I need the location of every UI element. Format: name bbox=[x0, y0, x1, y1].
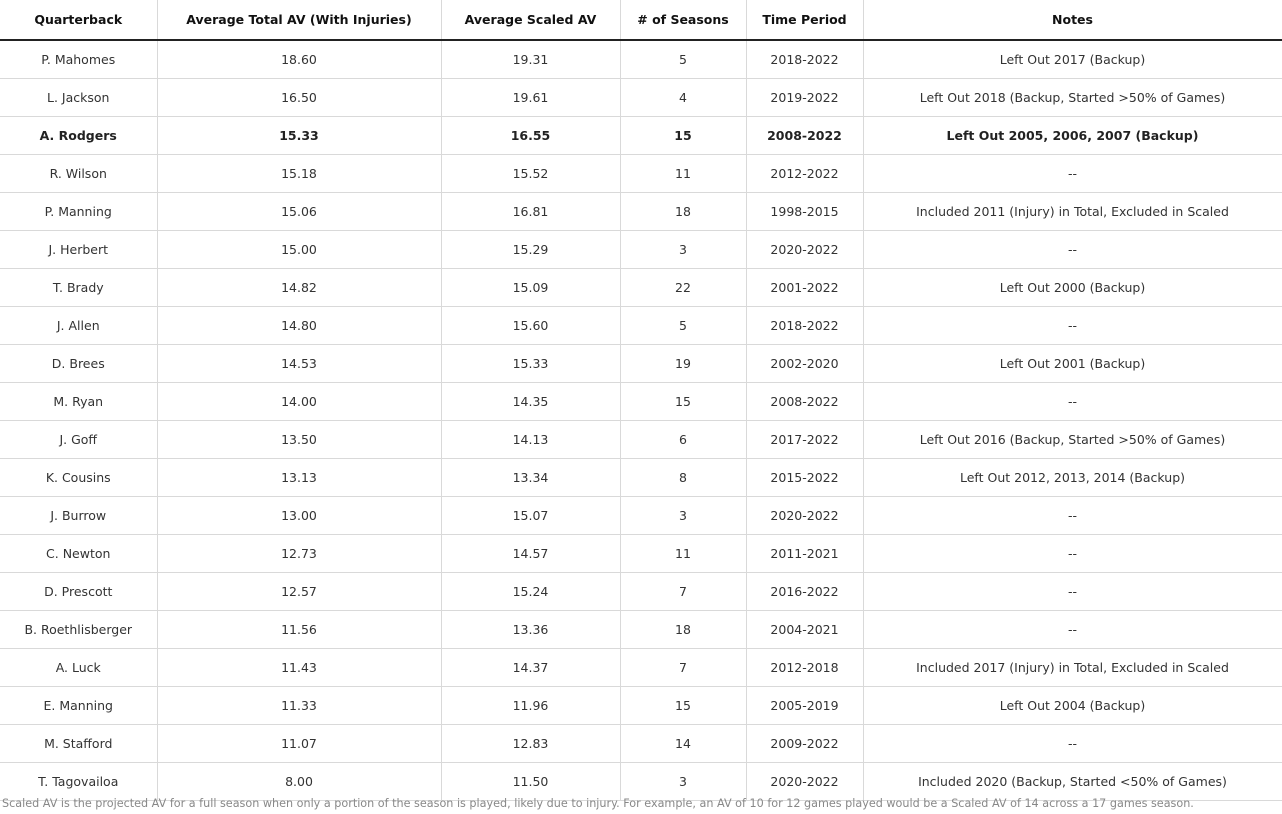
cell-total-av: 14.80 bbox=[157, 307, 441, 345]
cell-seasons: 18 bbox=[620, 611, 746, 649]
cell-total-av: 18.60 bbox=[157, 40, 441, 79]
cell-scaled-av: 15.52 bbox=[441, 155, 620, 193]
table-row bbox=[0, 117, 1282, 155]
cell-time-period: 2012-2022 bbox=[746, 155, 863, 193]
cell-notes: -- bbox=[863, 307, 1282, 345]
cell-quarterback: A. Rodgers bbox=[0, 117, 157, 155]
cell-time-period: 2005-2019 bbox=[746, 687, 863, 725]
cell-time-period: 2004-2021 bbox=[746, 611, 863, 649]
cell-quarterback: L. Jackson bbox=[0, 79, 157, 117]
cell-time-period: 2009-2022 bbox=[746, 725, 863, 763]
cell-time-period: 2011-2021 bbox=[746, 535, 863, 573]
cell-notes: Left Out 2016 (Backup, Started >50% of Games) bbox=[863, 421, 1282, 459]
cell-seasons: 5 bbox=[620, 307, 746, 345]
cell-notes: -- bbox=[863, 611, 1282, 649]
table-row bbox=[0, 649, 1282, 687]
header-notes[interactable]: Notes bbox=[863, 0, 1282, 40]
cell-seasons: 15 bbox=[620, 687, 746, 725]
table-row bbox=[0, 611, 1282, 649]
cell-seasons: 15 bbox=[620, 117, 746, 155]
cell-time-period: 2020-2022 bbox=[746, 497, 863, 535]
cell-notes: Included 2017 (Injury) in Total, Excluded in Scaled bbox=[863, 649, 1282, 687]
cell-quarterback: J. Allen bbox=[0, 307, 157, 345]
cell-scaled-av: 15.60 bbox=[441, 307, 620, 345]
cell-total-av: 15.33 bbox=[157, 117, 441, 155]
cell-seasons: 3 bbox=[620, 231, 746, 269]
cell-notes: -- bbox=[863, 155, 1282, 193]
cell-notes: Left Out 2004 (Backup) bbox=[863, 687, 1282, 725]
header-number-of-seasons[interactable]: # of Seasons bbox=[620, 0, 746, 40]
cell-scaled-av: 11.96 bbox=[441, 687, 620, 725]
header-average-scaled-av[interactable]: Average Scaled AV bbox=[441, 0, 620, 40]
cell-quarterback: P. Manning bbox=[0, 193, 157, 231]
cell-quarterback: M. Stafford bbox=[0, 725, 157, 763]
table-row bbox=[0, 307, 1282, 345]
cell-total-av: 11.07 bbox=[157, 725, 441, 763]
cell-quarterback: A. Luck bbox=[0, 649, 157, 687]
cell-total-av: 16.50 bbox=[157, 79, 441, 117]
cell-quarterback: C. Newton bbox=[0, 535, 157, 573]
cell-total-av: 13.13 bbox=[157, 459, 441, 497]
cell-seasons: 7 bbox=[620, 649, 746, 687]
table-row bbox=[0, 193, 1282, 231]
footnote: Scaled AV is the projected AV for a full season when only a portion of the season is played, likely due to injury. For example, an AV of 10 for 12 games played would be a Scaled AV of 14 across a 17 games season. bbox=[2, 797, 1194, 810]
cell-scaled-av: 15.29 bbox=[441, 231, 620, 269]
cell-scaled-av: 19.31 bbox=[441, 40, 620, 79]
cell-total-av: 11.33 bbox=[157, 687, 441, 725]
cell-time-period: 2018-2022 bbox=[746, 307, 863, 345]
cell-seasons: 19 bbox=[620, 345, 746, 383]
cell-total-av: 13.50 bbox=[157, 421, 441, 459]
cell-time-period: 2002-2020 bbox=[746, 345, 863, 383]
cell-total-av: 12.73 bbox=[157, 535, 441, 573]
cell-quarterback: J. Herbert bbox=[0, 231, 157, 269]
cell-seasons: 5 bbox=[620, 40, 746, 79]
cell-notes: Left Out 2017 (Backup) bbox=[863, 40, 1282, 79]
cell-seasons: 6 bbox=[620, 421, 746, 459]
cell-quarterback: J. Goff bbox=[0, 421, 157, 459]
cell-seasons: 4 bbox=[620, 79, 746, 117]
cell-seasons: 3 bbox=[620, 497, 746, 535]
cell-scaled-av: 15.09 bbox=[441, 269, 620, 307]
cell-total-av: 11.43 bbox=[157, 649, 441, 687]
cell-total-av: 15.00 bbox=[157, 231, 441, 269]
table-row bbox=[0, 763, 1282, 801]
table-row bbox=[0, 231, 1282, 269]
cell-notes: -- bbox=[863, 573, 1282, 611]
cell-quarterback: D. Prescott bbox=[0, 573, 157, 611]
cell-seasons: 15 bbox=[620, 383, 746, 421]
cell-notes: Left Out 2018 (Backup, Started >50% of Games) bbox=[863, 79, 1282, 117]
cell-total-av: 15.06 bbox=[157, 193, 441, 231]
cell-seasons: 11 bbox=[620, 155, 746, 193]
header-quarterback[interactable]: Quarterback bbox=[0, 0, 157, 40]
cell-total-av: 11.56 bbox=[157, 611, 441, 649]
table-row bbox=[0, 155, 1282, 193]
cell-scaled-av: 13.36 bbox=[441, 611, 620, 649]
table-header-row bbox=[0, 0, 1282, 40]
cell-scaled-av: 14.57 bbox=[441, 535, 620, 573]
table-row bbox=[0, 725, 1282, 763]
cell-time-period: 2016-2022 bbox=[746, 573, 863, 611]
cell-seasons: 14 bbox=[620, 725, 746, 763]
cell-scaled-av: 14.37 bbox=[441, 649, 620, 687]
cell-notes: -- bbox=[863, 497, 1282, 535]
cell-notes: Left Out 2012, 2013, 2014 (Backup) bbox=[863, 459, 1282, 497]
cell-time-period: 2015-2022 bbox=[746, 459, 863, 497]
cell-total-av: 14.82 bbox=[157, 269, 441, 307]
table-row bbox=[0, 459, 1282, 497]
cell-scaled-av: 15.07 bbox=[441, 497, 620, 535]
cell-scaled-av: 13.34 bbox=[441, 459, 620, 497]
cell-quarterback: M. Ryan bbox=[0, 383, 157, 421]
table-row bbox=[0, 40, 1282, 79]
cell-scaled-av: 14.13 bbox=[441, 421, 620, 459]
table-row bbox=[0, 345, 1282, 383]
cell-notes: Included 2011 (Injury) in Total, Excluded in Scaled bbox=[863, 193, 1282, 231]
cell-seasons: 8 bbox=[620, 459, 746, 497]
cell-time-period: 2018-2022 bbox=[746, 40, 863, 79]
table-row bbox=[0, 269, 1282, 307]
cell-scaled-av: 16.55 bbox=[441, 117, 620, 155]
cell-quarterback: T. Brady bbox=[0, 269, 157, 307]
cell-quarterback: E. Manning bbox=[0, 687, 157, 725]
cell-scaled-av: 11.50 bbox=[441, 763, 620, 801]
cell-notes: Left Out 2000 (Backup) bbox=[863, 269, 1282, 307]
table-row bbox=[0, 687, 1282, 725]
cell-seasons: 22 bbox=[620, 269, 746, 307]
cell-notes: -- bbox=[863, 231, 1282, 269]
header-time-period[interactable]: Time Period bbox=[746, 0, 863, 40]
cell-quarterback: J. Burrow bbox=[0, 497, 157, 535]
cell-notes: Left Out 2001 (Backup) bbox=[863, 345, 1282, 383]
table-row bbox=[0, 383, 1282, 421]
cell-total-av: 12.57 bbox=[157, 573, 441, 611]
cell-scaled-av: 15.33 bbox=[441, 345, 620, 383]
cell-seasons: 18 bbox=[620, 193, 746, 231]
cell-scaled-av: 14.35 bbox=[441, 383, 620, 421]
header-average-total-av[interactable]: Average Total AV (With Injuries) bbox=[157, 0, 441, 40]
cell-notes: Left Out 2005, 2006, 2007 (Backup) bbox=[863, 117, 1282, 155]
cell-seasons: 7 bbox=[620, 573, 746, 611]
table-body bbox=[0, 40, 1282, 801]
cell-total-av: 14.53 bbox=[157, 345, 441, 383]
cell-time-period: 2019-2022 bbox=[746, 79, 863, 117]
table-row bbox=[0, 497, 1282, 535]
cell-seasons: 3 bbox=[620, 763, 746, 801]
cell-scaled-av: 16.81 bbox=[441, 193, 620, 231]
cell-notes: -- bbox=[863, 725, 1282, 763]
cell-notes: Included 2020 (Backup, Started <50% of Games) bbox=[863, 763, 1282, 801]
cell-notes: -- bbox=[863, 383, 1282, 421]
cell-total-av: 15.18 bbox=[157, 155, 441, 193]
cell-time-period: 2001-2022 bbox=[746, 269, 863, 307]
cell-quarterback: R. Wilson bbox=[0, 155, 157, 193]
cell-notes: -- bbox=[863, 535, 1282, 573]
cell-seasons: 11 bbox=[620, 535, 746, 573]
table-row bbox=[0, 421, 1282, 459]
cell-total-av: 8.00 bbox=[157, 763, 441, 801]
cell-time-period: 1998-2015 bbox=[746, 193, 863, 231]
cell-scaled-av: 12.83 bbox=[441, 725, 620, 763]
cell-time-period: 2020-2022 bbox=[746, 231, 863, 269]
cell-total-av: 13.00 bbox=[157, 497, 441, 535]
cell-time-period: 2020-2022 bbox=[746, 763, 863, 801]
table-row bbox=[0, 535, 1282, 573]
table-row bbox=[0, 573, 1282, 611]
cell-quarterback: B. Roethlisberger bbox=[0, 611, 157, 649]
cell-total-av: 14.00 bbox=[157, 383, 441, 421]
table-row bbox=[0, 79, 1282, 117]
cell-time-period: 2008-2022 bbox=[746, 383, 863, 421]
cell-scaled-av: 15.24 bbox=[441, 573, 620, 611]
cell-quarterback: P. Mahomes bbox=[0, 40, 157, 79]
cell-scaled-av: 19.61 bbox=[441, 79, 620, 117]
cell-quarterback: K. Cousins bbox=[0, 459, 157, 497]
cell-time-period: 2017-2022 bbox=[746, 421, 863, 459]
cell-time-period: 2008-2022 bbox=[746, 117, 863, 155]
cell-quarterback: D. Brees bbox=[0, 345, 157, 383]
cell-quarterback: T. Tagovailoa bbox=[0, 763, 157, 801]
cell-time-period: 2012-2018 bbox=[746, 649, 863, 687]
